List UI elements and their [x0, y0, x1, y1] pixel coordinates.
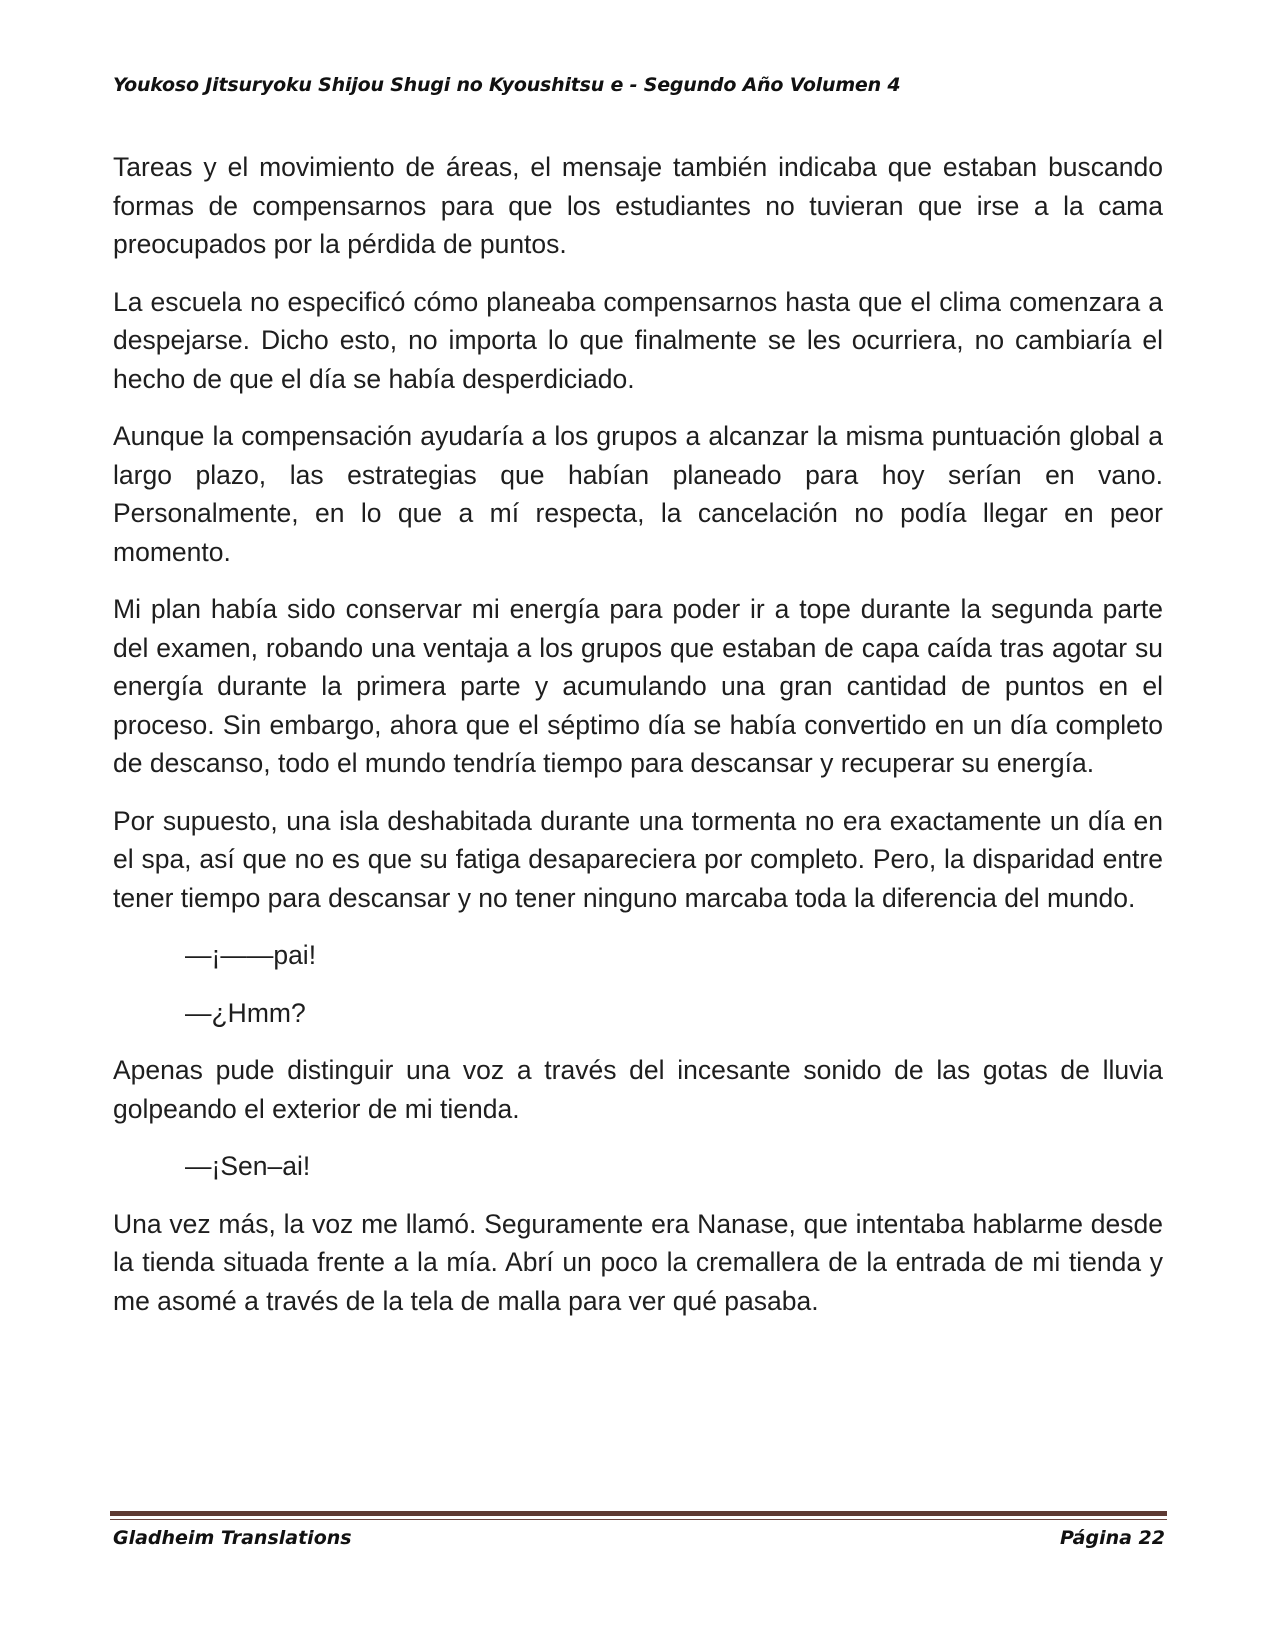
- paragraph: Por supuesto, una isla deshabitada durante una tormenta no era exactamente un día en el spa, así que no es que su fatiga desapareciera por completo. Pero, la disparidad entre tener tiempo para descansar y no tener ninguno marcaba toda la diferencia del mundo.: [113, 805, 1163, 913]
- paragraph: Tareas y el movimiento de áreas, el mensaje también indicaba que estaban buscando formas de compensarnos para que los estudiantes no tuvieran que irse a la cama preocupados por la pérdida de puntos.: [113, 152, 1163, 259]
- paragraph: Una vez más, la voz me llamó. Seguramente era Nanase, que intentaba hablarme desde la tienda situada frente a la mía. Abrí un poco la cremallera de la entrada de mi tienda y me asomé a través de la tela de malla para ver qué pasaba.: [113, 1208, 1163, 1316]
- footer-divider-thin: [110, 1519, 1167, 1520]
- page-number: Página 22: [1059, 1527, 1165, 1549]
- dialogue-line: —¿Hmm?: [185, 997, 306, 1028]
- paragraph: Mi plan había sido conservar mi energía para poder ir a tope durante la segunda parte del examen, robando una ventaja a los grupos que estaban de capa caída tras agotar su energía durante la primera parte y acumulando una gran cantidad de puntos en el proceso. Sin embargo, ahora que el séptimo día se había convertido en un día completo de descanso, todo el mundo tendría tiempo para descansar y recuperar su energía.: [113, 594, 1163, 778]
- paragraph: Aunque la compensación ayudaría a los grupos a alcanzar la misma puntuación global a largo plazo, las estrategias que habían planeado para hoy serían en vano. Personalmente, en lo que a mí respecta, la cancelación no podía llegar en peor momento.: [113, 421, 1163, 567]
- footer-credit: Gladheim Translations: [113, 1527, 352, 1549]
- dialogue-line: —¡——pai!: [185, 940, 317, 970]
- dialogue-line: —¡Sen–ai!: [185, 1151, 311, 1181]
- page-body: [113, 148, 1163, 1339]
- paragraph: Apenas pude distinguir una voz a través del incesante sonido de las gotas de lluvia golpeando el exterior de mi tienda.: [113, 1055, 1163, 1124]
- footer-divider: [110, 1511, 1167, 1516]
- paragraph: La escuela no especificó cómo planeaba compensarnos hasta que el clima comenzara a despejarse. Dicho esto, no importa lo que finalmente se les ocurriera, no cambiaría el hecho de que el día se había desperdiciado.: [113, 286, 1163, 394]
- page-header-title: Youkoso Jitsuryoku Shijou Shugi no Kyoushitsu e - Segundo Año Volumen 4: [113, 74, 901, 96]
